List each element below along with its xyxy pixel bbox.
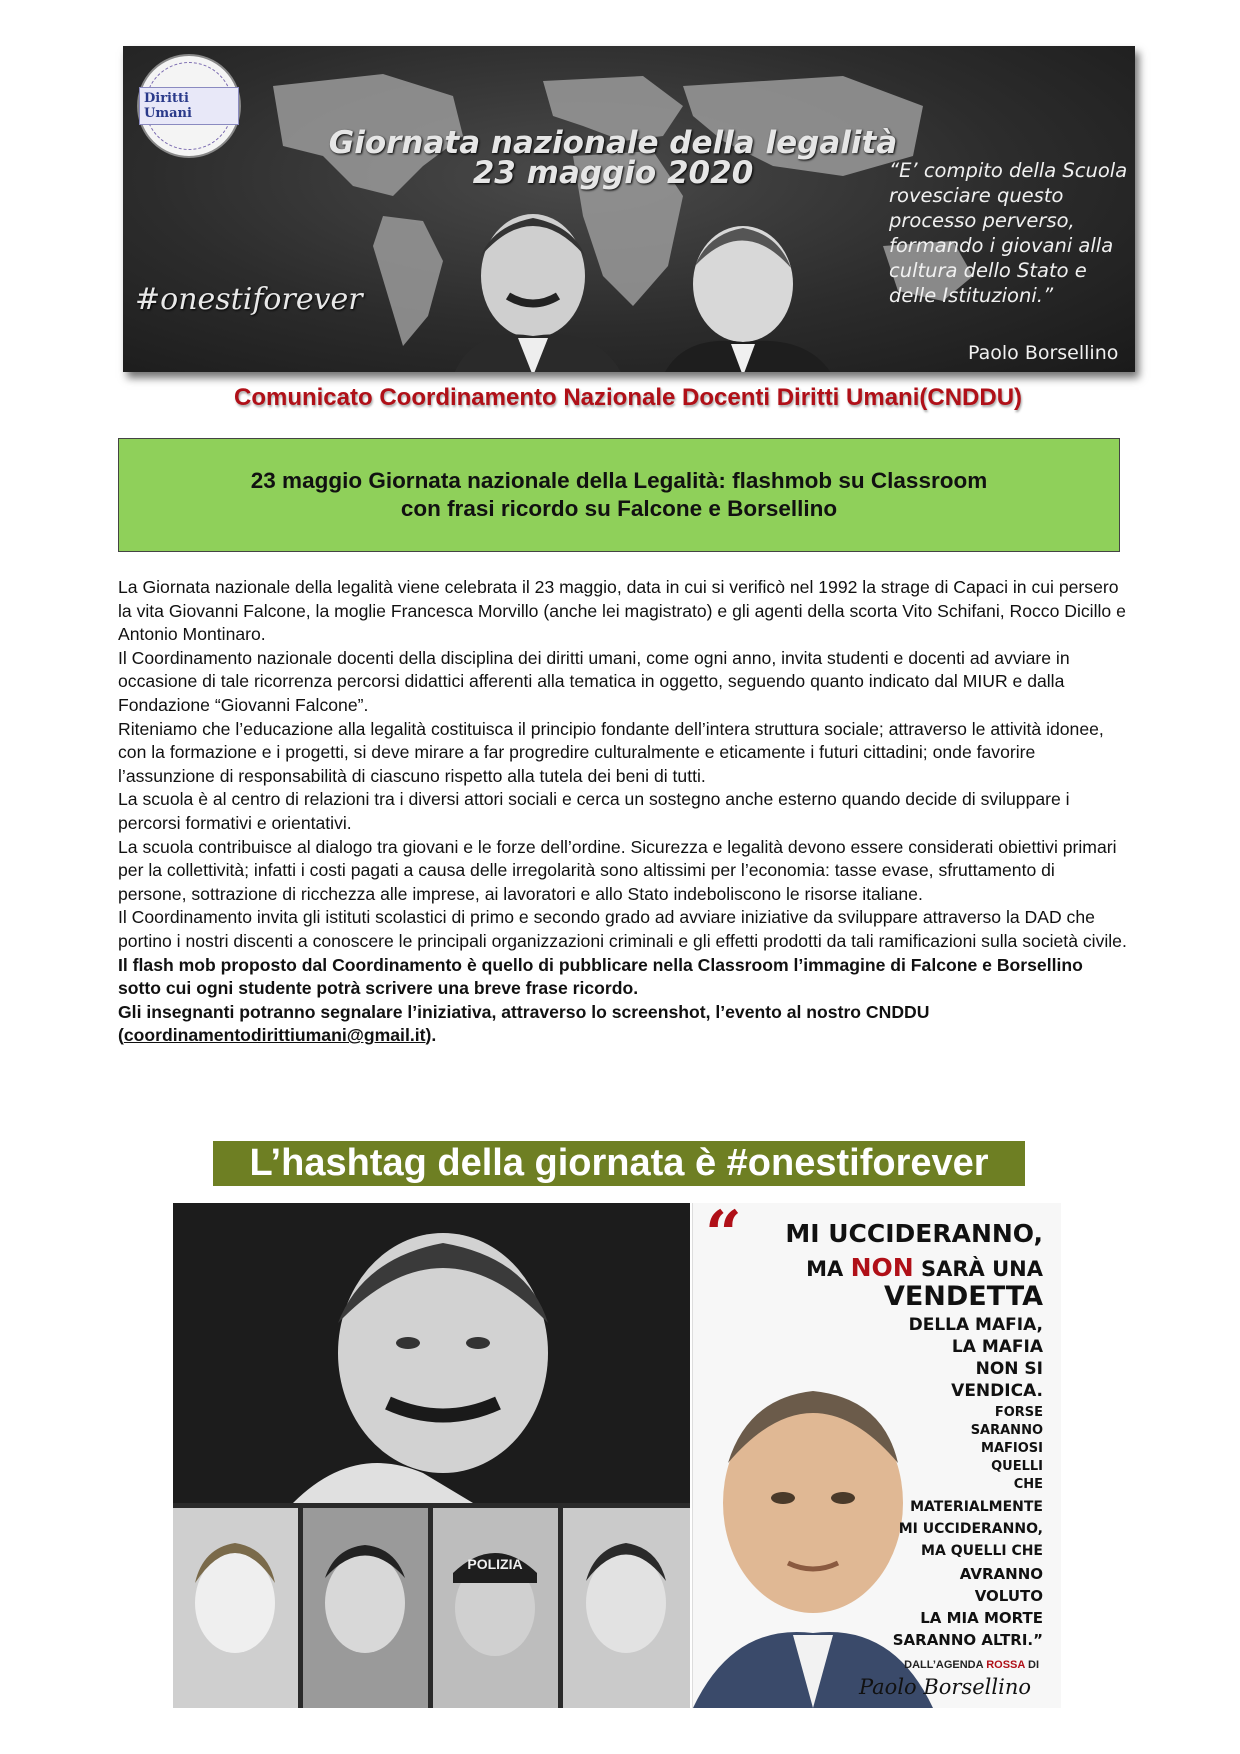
banner-quote-author: Paolo Borsellino bbox=[968, 342, 1119, 364]
borsellino-quote-poster bbox=[692, 1203, 1061, 1708]
poster-line: VOLUTO bbox=[974, 1587, 1043, 1605]
banner-title-line2: 23 maggio 2020 bbox=[472, 155, 754, 191]
email-open-paren: ( bbox=[118, 1025, 124, 1046]
poster-line: LA MAFIA bbox=[951, 1337, 1043, 1357]
quote-mark-icon: “ bbox=[705, 1203, 742, 1272]
banner-title-line1: Giornata nazionale della legalità bbox=[328, 125, 898, 161]
agenda-red: ROSSA bbox=[986, 1659, 1025, 1671]
paragraph-8-text: Gli insegnanti potranno segnalare l’iniziativa, attraverso lo screenshot, l’evento al nostro CNDDU bbox=[118, 1001, 930, 1022]
paragraph-7: Il flash mob proposto dal Coordinamento è quello di pubblicare nella Classroom l’immagine di Falcone e Borsellino sotto cui ogni studente potrà scrivere una breve frase ricordo. bbox=[118, 954, 1083, 999]
paragraph-6: Il Coordinamento invita gli istituti scolastici di primo e secondo grado ad avviare iniziative da sviluppare attraverso la DAD che portino i nostri discenti a conoscere le principali organizzazioni criminali e gli effetti prodotti da tali ramificazioni sulla società civile. bbox=[118, 907, 1127, 951]
poster-line: QUELLI bbox=[991, 1459, 1043, 1474]
logo-label: Diritti Umani bbox=[139, 87, 239, 125]
poster-line: SARANNO ALTRI.” bbox=[892, 1631, 1043, 1649]
poster-line: MA QUELLI CHE bbox=[921, 1543, 1043, 1559]
subject-line1: 23 maggio Giornata nazionale della Legalità: flashmob su Classroom bbox=[250, 468, 988, 493]
poster-line: DELLA MAFIA, bbox=[908, 1315, 1043, 1335]
banner-hashtag: #onestiforever bbox=[135, 282, 363, 317]
page-heading: Comunicato Coordinamento Nazionale Docenti Diritti Umani(CNDDU) bbox=[233, 384, 1023, 411]
poster-line: MAFIOSI bbox=[981, 1441, 1043, 1456]
falcone-borsellino-photo bbox=[413, 196, 893, 372]
body-text bbox=[118, 576, 1128, 1048]
agenda-pre: DALL’AGENDA bbox=[904, 1659, 987, 1671]
poster-line: MATERIALMENTE bbox=[910, 1499, 1043, 1515]
poster-line: SARANNO bbox=[970, 1423, 1043, 1438]
subject-line2: con frasi ricordo su Falcone e Borsellino bbox=[400, 496, 838, 521]
poster-line: AVRANNO bbox=[959, 1565, 1043, 1583]
banner-quote: “E’ compito della Scuola rovesciare questo processo perverso, formando i giovani alla cultura dello Stato e delle Istituzioni.” bbox=[889, 159, 1128, 307]
poster-line: CHE bbox=[1013, 1477, 1043, 1492]
paragraph-8 bbox=[118, 1001, 1128, 1048]
poster-agenda-label bbox=[904, 1659, 1039, 1671]
poster-signature: Paolo Borsellino bbox=[858, 1675, 1031, 1699]
poster-line: MI UCCIDERANNO, bbox=[898, 1521, 1043, 1537]
poster-line: MA NON SARÀ UNA bbox=[806, 1253, 1043, 1282]
falcone-portrait bbox=[173, 1203, 690, 1708]
poster-line: NON SI bbox=[975, 1359, 1043, 1379]
agenda-post: DI bbox=[1024, 1659, 1039, 1671]
cnddu-logo bbox=[137, 54, 241, 158]
hashtag-banner: L’hashtag della giornata è #onestiforever bbox=[213, 1141, 1025, 1186]
banner-title bbox=[253, 125, 973, 191]
paragraph-4: La scuola è al centro di relazioni tra i diversi attori sociali e cerca un sostegno anche esterno quando decide di sviluppare i percorsi formativi e orientativi. bbox=[118, 789, 1070, 833]
poster-line: VENDETTA bbox=[883, 1281, 1043, 1312]
poster-line: FORSE bbox=[994, 1405, 1043, 1420]
poster-line: MI UCCIDERANNO, bbox=[785, 1219, 1043, 1248]
paragraph-2: Il Coordinamento nazionale docenti della disciplina dei diritti umani, come ogni anno, invita studenti e docenti ad avviare in occasione di tale ricorrenza percorsi didattici afferenti alla tematica in oggetto, seguendo quanto indicato dal MIUR e dalla Fondazione “Giovanni Falcone”. bbox=[118, 647, 1070, 715]
paragraph-5: La scuola contribuisce al dialogo tra giovani e le forze dell’ordine. Sicurezza e legalità devono essere considerati obiettivi primari per la collettività; infatti i costi pagati a causa delle irregolarità sono altissimi per l’economia: tasse evase, sfruttamento di persone, sottrazione di ricchezza alle imprese, ai lavoratori e allo Stato indeboliscono le risorse italiane. bbox=[118, 836, 1117, 904]
poster-line: VENDICA. bbox=[951, 1381, 1043, 1401]
subject-box bbox=[118, 438, 1120, 552]
poster-line: LA MIA MORTE bbox=[920, 1609, 1043, 1627]
paragraph-3: Riteniamo che l’educazione alla legalità costituisca il principio fondante dell’intera struttura sociale; attraverso le attività idonee, con la formazione e i progetti, si deve mirare a far progredire culturalmente e eticamente i futuri cittadini; onde favorire l’assunzione di responsabilità di ciascuno rispetto alla tutela dei beni di tutti. bbox=[118, 718, 1104, 786]
falcone-collage-photo bbox=[173, 1203, 690, 1708]
police-cap-text: POLIZIA bbox=[467, 1556, 523, 1572]
paragraph-1: La Giornata nazionale della legalità viene celebrata il 23 maggio, data in cui si verificò nel 1992 la strage di Capaci in cui persero la vita Giovanni Falcone, la moglie Francesca Morvillo (anche lei magistrato) e gli agenti della scorta Vito Schifani, Rocco Dicillo e Antonio Montinaro. bbox=[118, 577, 1126, 645]
email-close-paren: ). bbox=[425, 1025, 437, 1046]
header-banner bbox=[123, 46, 1135, 372]
email-link[interactable]: coordinamentodirittiumani@gmail.it bbox=[123, 1025, 426, 1046]
